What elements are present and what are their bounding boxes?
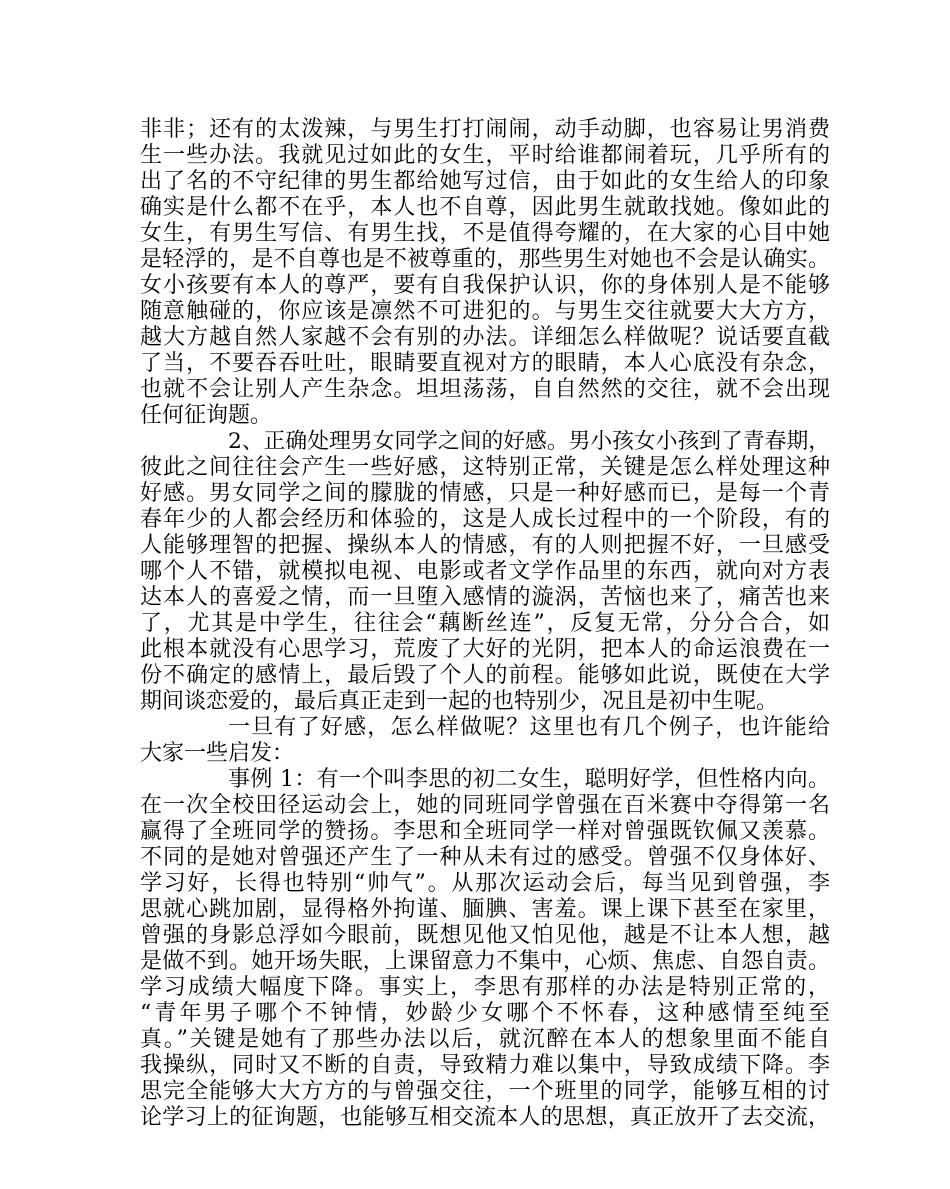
text-line: “青年男子哪个不钟情，妙龄少女哪个不怀春，这种感情至纯至	[140, 1001, 830, 1026]
text-line: 春年少的人都会经历和体验的，这是人成长过程中的一个阶段，有的	[140, 507, 830, 532]
text-line: 大家一些启发：	[140, 741, 295, 766]
text-line: 女小孩要有本人的尊严，要有自我保护认识，你的身体别人是不能够	[140, 273, 830, 298]
document-page	[140, 117, 830, 1131]
text-line: 达本人的喜爱之情，而一旦堕入感情的漩涡，苦恼也来了，痛苦也来	[140, 585, 830, 610]
text-line: 论学习上的征询题，也能够互相交流本人的思想，真正放开了去交流，	[140, 1105, 830, 1130]
text-line: 学习好，长得也特别“帅气”。从那次运动会后，每当见到曾强，李	[140, 871, 830, 896]
text-line: 生一些办法。我就见过如此的女生，平时给谁都闹着玩，几乎所有的	[140, 143, 830, 168]
text-line: 好感。男女同学之间的朦胧的情感，只是一种好感而已，是每一个青	[140, 481, 830, 506]
text-line: 是轻浮的，是不自尊也是不被尊重的，那些男生对她也不会是认确实。	[140, 247, 830, 272]
text-line: 事例 1：有一个叫李思的初二女生，聪明好学，但性格内向。	[228, 767, 830, 792]
text-line: 2、正确处理男女同学之间的好感。男小孩女小孩到了青春期，	[228, 429, 830, 454]
text-line: 非非；还有的太泼辣，与男生打打闹闹，动手动脚，也容易让男消费	[140, 117, 830, 142]
text-line: 女生，有男生写信、有男生找，不是值得夸耀的，在大家的心目中她	[140, 221, 830, 246]
text-line: 人能够理智的把握、操纵本人的情感，有的人则把握不好，一旦感受	[140, 533, 830, 558]
text-line: 赢得了全班同学的赞扬。李思和全班同学一样对曾强既钦佩又羡慕。	[140, 819, 830, 844]
text-line: 哪个人不错，就模拟电视、电影或者文学作品里的东西，就向对方表	[140, 559, 830, 584]
text-line: 也就不会让别人产生杂念。坦坦荡荡，自自然然的交往，就不会出现	[140, 377, 830, 402]
text-line: 任何征询题。	[140, 403, 273, 428]
text-line: 越大方越自然人家越不会有别的办法。详细怎么样做呢？说话要直截	[140, 325, 830, 350]
text-line: 是做不到。她开场失眠，上课留意力不集中，心烦、焦虑、自怨自责。	[140, 949, 830, 974]
text-line: 真。”关键是她有了那些办法以后，就沉醉在本人的想象里面不能自	[140, 1027, 830, 1052]
text-line: 了，尤其是中学生，往往会“藕断丝连”，反复无常，分分合合，如	[140, 611, 830, 636]
text-line: 学习成绩大幅度下降。事实上，李思有那样的办法是特别正常的，	[140, 975, 830, 1000]
text-line: 此根本就没有心思学习，荒废了大好的光阴，把本人的命运浪费在一	[140, 637, 830, 662]
text-line: 彼此之间往往会产生一些好感，这特别正常，关键是怎么样处理这种	[140, 455, 830, 480]
text-line: 了当，不要吞吞吐吐，眼睛要直视对方的眼睛，本人心底没有杂念，	[140, 351, 830, 376]
text-line: 出了名的不守纪律的男生都给她写过信，由于如此的女生给人的印象	[140, 169, 830, 194]
text-line: 曾强的身影总浮如今眼前，既想见他又怕见他，越是不让本人想，越	[140, 923, 830, 948]
text-line: 不同的是她对曾强还产生了一种从未有过的感受。曾强不仅身体好、	[140, 845, 830, 870]
text-line: 我操纵，同时又不断的自责，导致精力难以集中，导致成绩下降。李	[140, 1053, 830, 1078]
text-line: 份不确定的感情上，最后毁了个人的前程。能够如此说，既使在大学	[140, 663, 830, 688]
text-line: 思完全能够大大方方的与曾强交往，一个班里的同学，能够互相的讨	[140, 1079, 830, 1104]
text-line: 随意触碰的，你应该是凛然不可进犯的。与男生交往就要大大方方，	[140, 299, 830, 324]
text-line: 在一次全校田径运动会上，她的同班同学曾强在百米赛中夺得第一名	[140, 793, 830, 818]
text-line: 确实是什么都不在乎，本人也不自尊，因此男生就敢找她。像如此的	[140, 195, 830, 220]
text-line: 期间谈恋爱的，最后真正走到一起的也特别少，况且是初中生呢。	[140, 689, 779, 714]
text-line: 一旦有了好感，怎么样做呢？这里也有几个例子，也许能给	[228, 715, 830, 740]
text-line: 思就心跳加剧，显得格外拘谨、腼腆、害羞。课上课下甚至在家里，	[140, 897, 830, 922]
